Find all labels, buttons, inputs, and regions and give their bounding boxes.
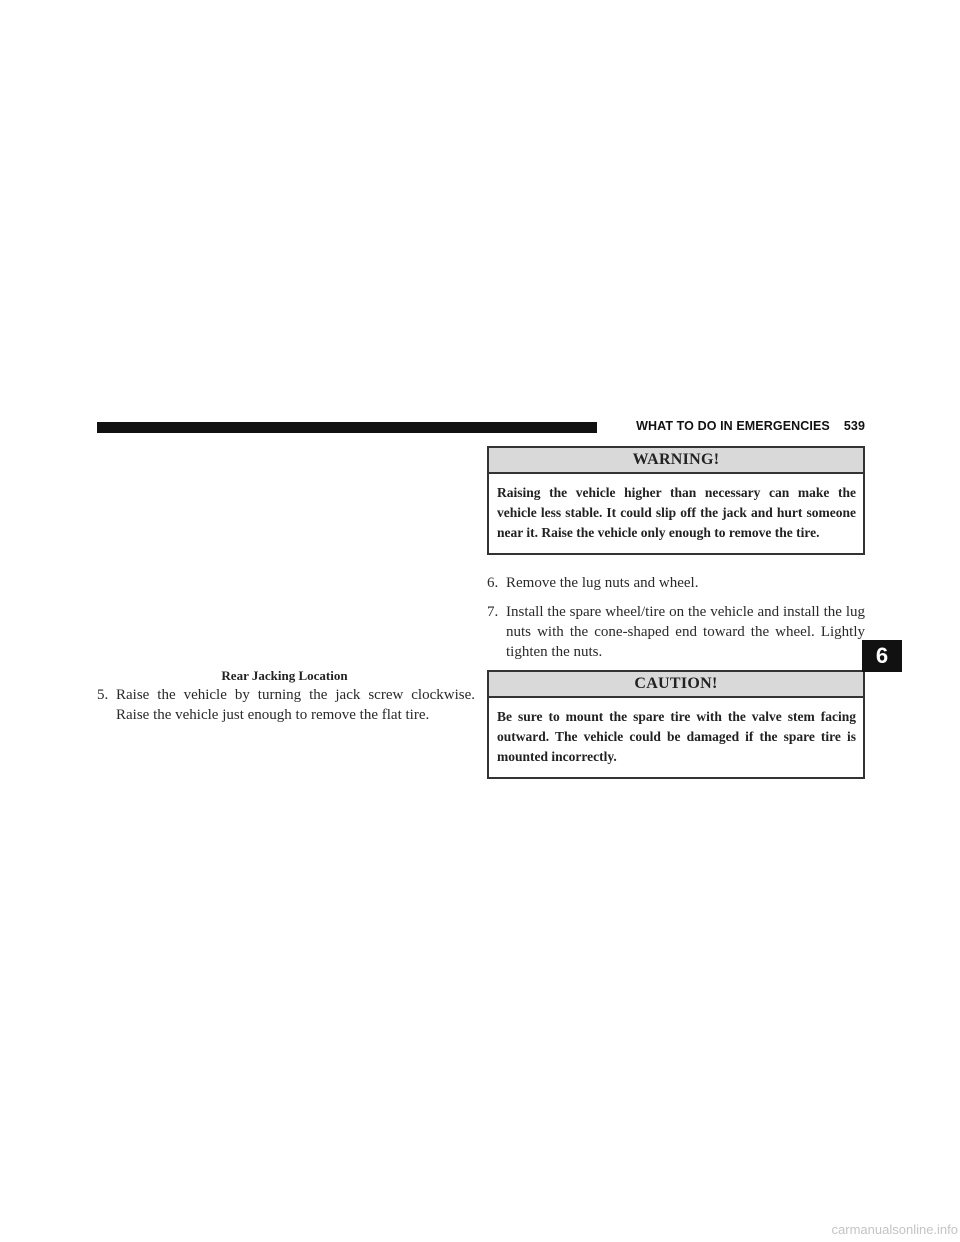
figure-image-area [97, 440, 467, 660]
step-number: 6. [487, 575, 499, 591]
caution-title: CAUTION! [489, 672, 863, 698]
step-number: 7. [487, 604, 499, 620]
watermark: carmanualsonline.info [831, 1222, 958, 1237]
step-number: 5. [97, 687, 109, 703]
step-text: Remove the lug nuts and wheel. [506, 575, 699, 591]
step-text: Raise the vehicle by turning the jack screw clockwise. Raise the vehicle just enough to remove the flat tire. [116, 687, 475, 723]
step-7 [487, 602, 865, 662]
page-number: 539 [843, 419, 865, 433]
section-title: WHAT TO DO IN EMERGENCIES [636, 419, 830, 433]
warning-title: WARNING! [489, 448, 863, 474]
caution-body: Be sure to mount the spare tire with the valve stem facing outward. The vehicle could be damaged if the spare tire is mounted incorrectly. [497, 709, 856, 764]
warning-box [487, 446, 865, 555]
caution-box [487, 670, 865, 779]
step-text: Install the spare wheel/tire on the vehicle and install the lug nuts with the cone-shaped end toward the wheel. Lightly tighten the nuts. [506, 604, 865, 660]
running-header [607, 419, 865, 433]
header-rule-bar [97, 422, 597, 433]
chapter-tab: 6 [862, 640, 902, 672]
step-5 [97, 685, 475, 725]
step-6 [487, 573, 865, 593]
figure-caption: Rear Jacking Location [221, 668, 348, 683]
warning-body: Raising the vehicle higher than necessary can make the vehicle less stable. It could slip off the jack and hurt someone near it. Raise the vehicle only enough to remove the tire. [497, 485, 856, 540]
